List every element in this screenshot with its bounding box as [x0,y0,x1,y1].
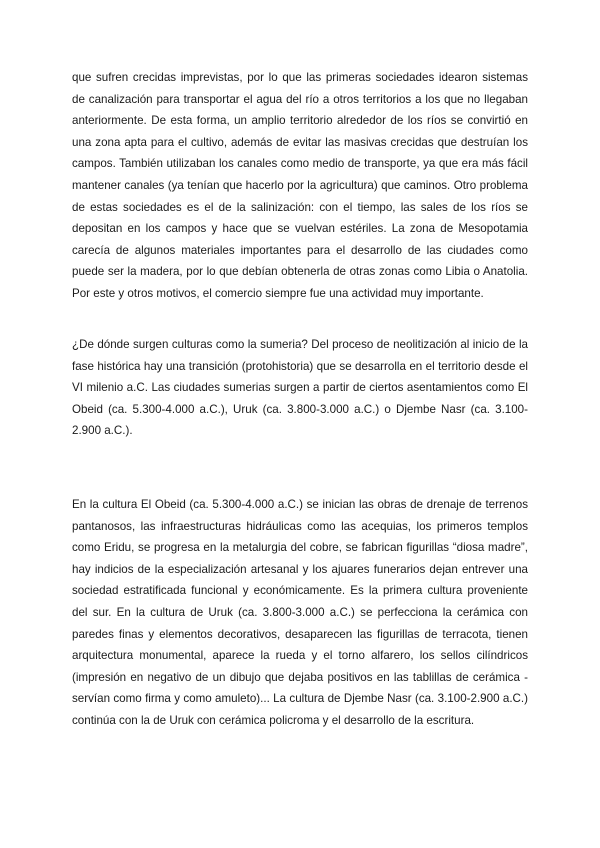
paragraph-cultures: En la cultura El Obeid (ca. 5.300-4.000 a.C.) se inician las obras de drenaje de terrenos pantanosos, las infraestructuras hidráulicas como las acequias, los primeros templos como Eridu, se progresa en la metalurgia del cobre, se fabrican figurillas “diosa madre”, hay indicios de la especialización artesanal y los ajuares funerarios dejan entrever una sociedad estratificada funcional y económicamente. Es la primera cultura proveniente del sur. En la cultura de Uruk (ca. 3.800-3.000 a.C.) se perfecciona la cerámica con paredes finas y elementos decorativos, desaparecen las figurillas de terracota, tienen arquitectura monumental, aparece la rueda y el torno alfarero, los sellos cilíndricos (impresión en negativo de un dibujo que dejaba positivos en las tablillas de cerámica - servían como firma y como amuleto)... La cultura de Djembe Nasr (ca. 3.100-2.900 a.C.) continúa con la de Uruk con cerámica policroma y el desarrollo de la escritura. [72,498,528,727]
paragraph-irrigation-trade: que sufren crecidas imprevistas, por lo que las primeras sociedades idearon sistemas de canalización para transportar el agua del río a otros territorios a los que no llegaban anteriormente. De esta forma, un amplio territorio alrededor de los ríos se convirtió en una zona apta para el cultivo, además de evitar las masivas crecidas que destruían los campos. También utilizaban los canales como medio de transporte, ya que era más fácil mantener canales (ya tenían que hacerlo por la agricultura) que caminos. Otro problema de estas sociedades es el de la salinización: con el tiempo, las sales de los ríos se depositan en los campos y hace que se vuelvan estériles. La zona de Mesopotamia carecía de algunos materiales importantes para el desarrollo de las ciudades como puede ser la madera, por lo que debían obtenerla de otras zonas como Libia o Anatolia. Por este y otros motivos, el comercio siempre fue una actividad muy importante. [72,71,528,300]
paragraph-sumerian-origins: ¿De dónde surgen culturas como la sumeria? Del proceso de neolitización al inicio de la fase histórica hay una transición (protohistoria) que se desarrolla en el territorio desde el VI milenio a.C. Las ciudades sumerias surgen a partir de ciertos asentamientos como El Obeid (ca. 5.300-4.000 a.C.), Uruk (ca. 3.800-3.000 a.C.) o Djembe Nasr (ca. 3.100-2.900 a.C.). [72,338,528,438]
